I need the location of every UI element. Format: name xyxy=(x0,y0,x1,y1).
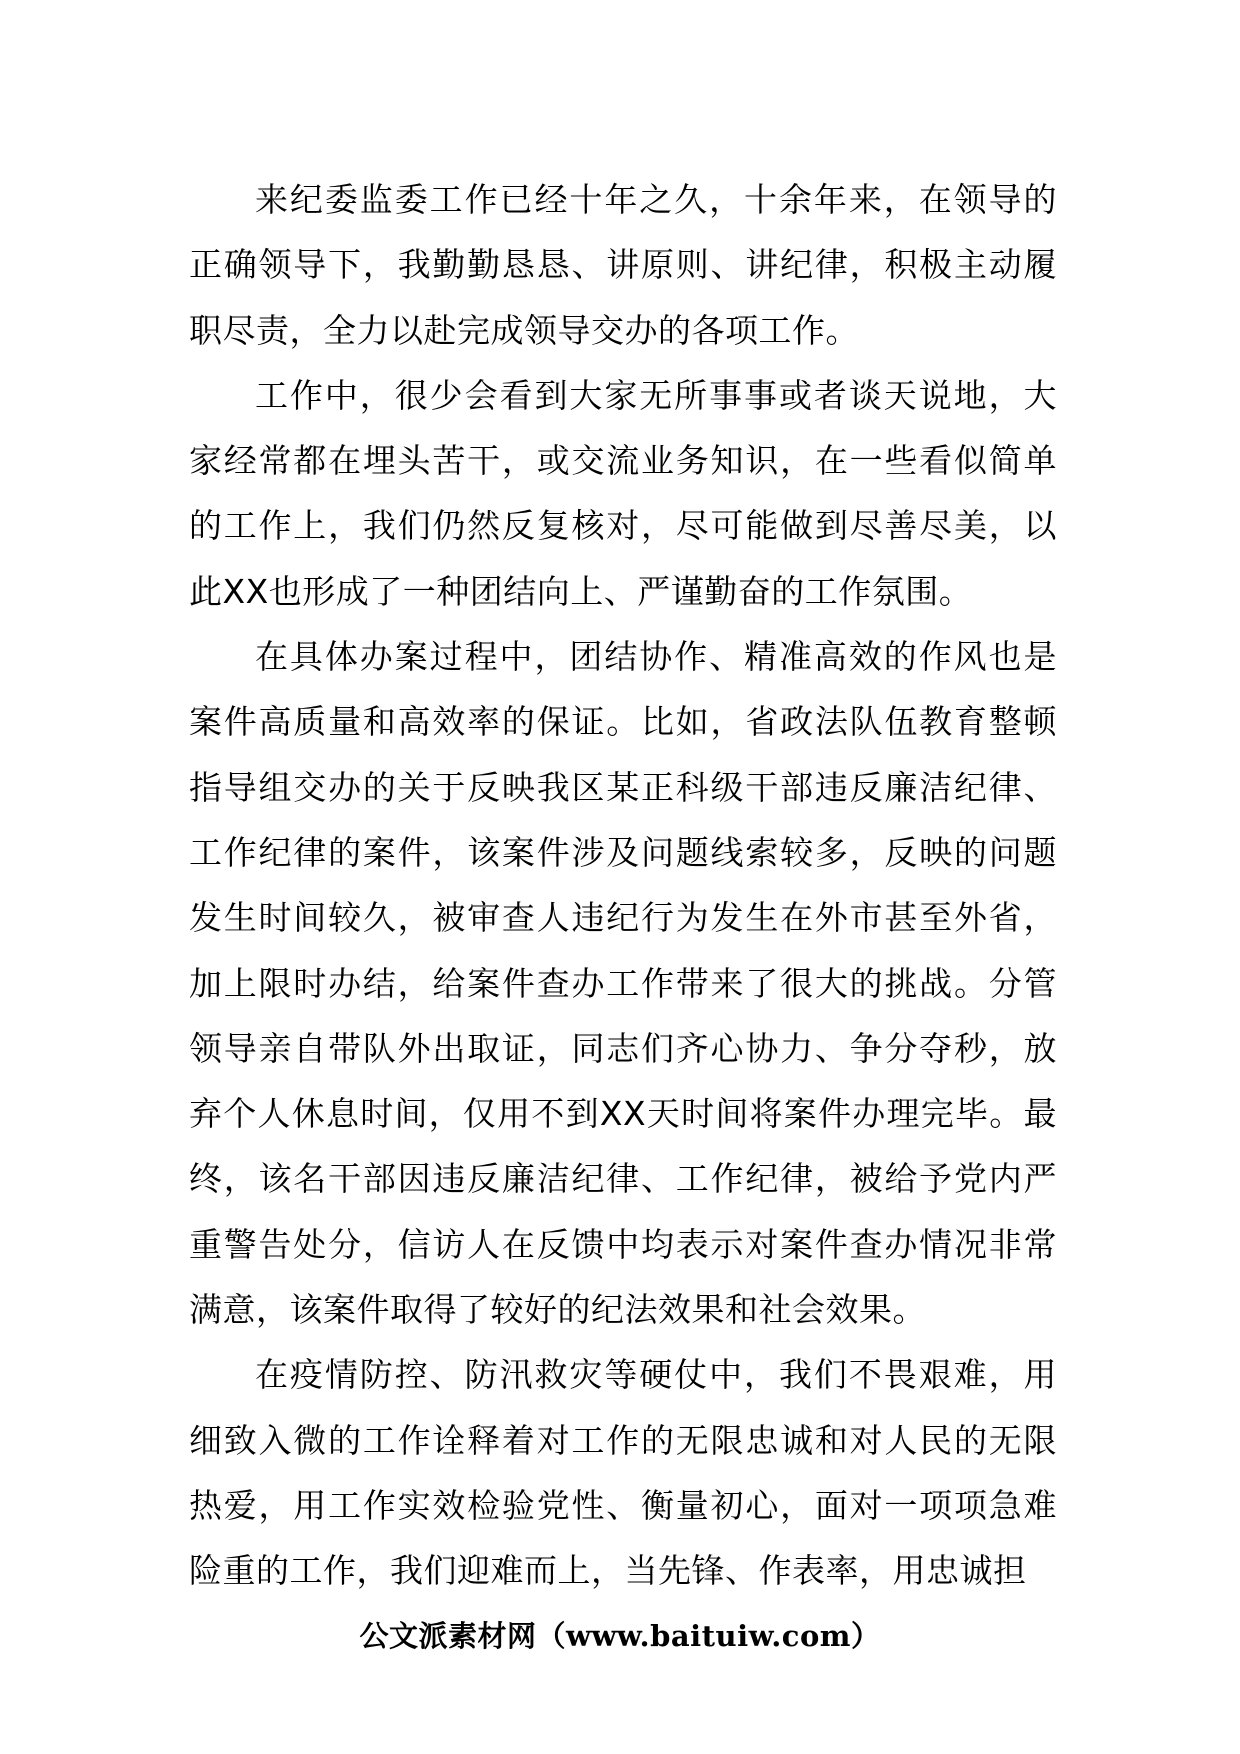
document-body xyxy=(189,167,1057,1604)
paragraph-4: 在疫情防控、防汛救灾等硬仗中，我们不畏艰难，用细致入微的工作诠释着对工作的无限忠诚和对人民的无限热爱，用工作实效检验党性、衡量初心，面对一项项急难险重的工作，我们迎难而上，当先锋、作表率，用忠诚担 xyxy=(189,1355,1057,1591)
paragraph-1: 来纪委监委工作已经十年之久，十余年来，在领导的正确领导下，我勤勤恳恳、讲原则、讲纪律，积极主动履职尽责，全力以赴完成领导交办的各项工作。 xyxy=(189,180,1057,350)
paragraph-3: 在具体办案过程中，团结协作、精准高效的作风也是案件高质量和高效率的保证。比如，省政法队伍教育整顿指导组交办的关于反映我区某正科级干部违反廉洁纪律、工作纪律的案件，该案件涉及问题线索较多，反映的问题发生时间较久，被审查人违纪行为发生在外市甚至外省，加上限时办结，给案件查办工作带来了很大的挑战。分管领导亲自带队外出取证，同志们齐心协力、争分夺秒，放弃个人休息时间，仅用不到XX天时间将案件办理完毕。最终，该名干部因违反廉洁纪律、工作纪律，被给予党内严重警告处分，信访人在反馈中均表示对案件查办情况非常满意，该案件取得了较好的纪法效果和社会效果。 xyxy=(189,637,1057,1330)
page-footer-source: 公文派素材网（www.baituiw.com） xyxy=(359,1619,881,1653)
paragraph-2: 工作中，很少会看到大家无所事事或者谈天说地，大家经常都在埋头苦干，或交流业务知识，在一些看似简单的工作上，我们仍然反复核对，尽可能做到尽善尽美，以此XX也形成了一种团结向上、严谨勤奋的工作氛围。 xyxy=(189,375,1057,611)
